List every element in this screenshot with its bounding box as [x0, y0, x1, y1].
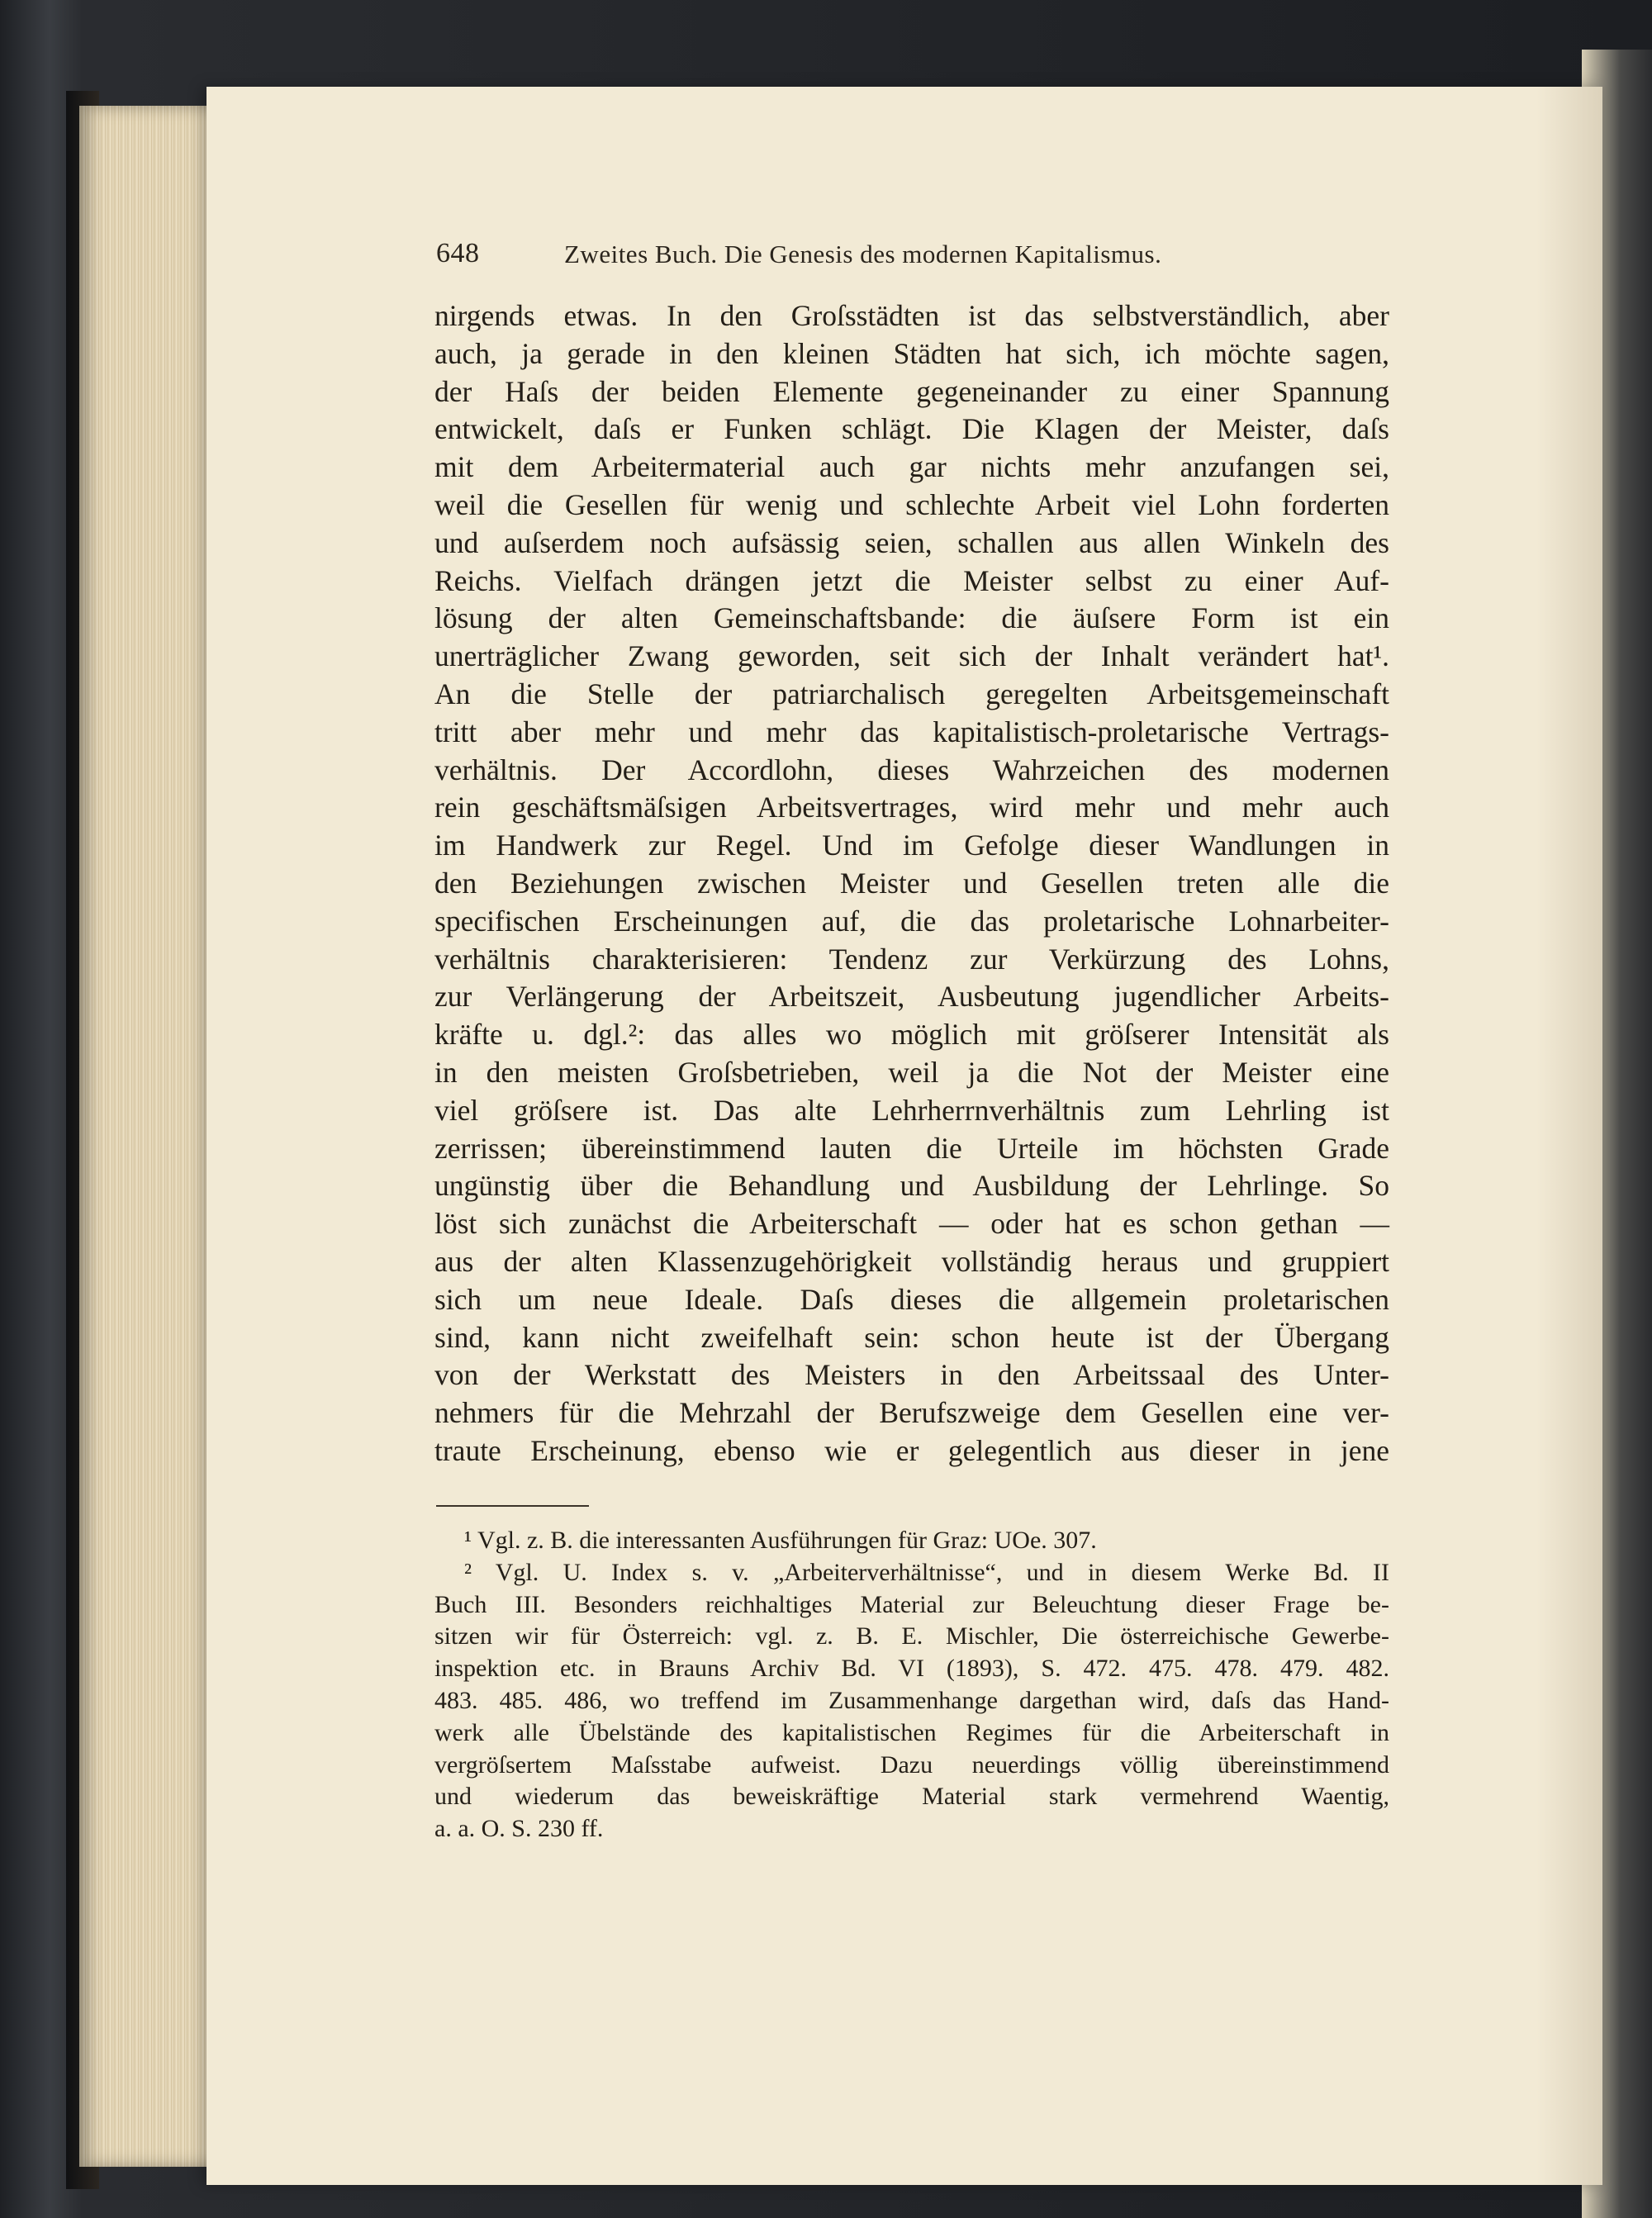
text-line: und auſserdem noch aufsässig seien, schallen aus allen Winkeln des: [434, 525, 1389, 559]
text-line: traute Erscheinung, ebenso wie er gelegentlich aus dieser in jene: [434, 1433, 1389, 1467]
page-edges: [79, 106, 220, 2167]
text-line: löst sich zunächst die Arbeiterschaft — oder hat es schon gethan —: [434, 1207, 1389, 1241]
text-line: weil die Gesellen für wenig und schlechte Arbeit viel Lohn forderten: [434, 487, 1389, 521]
text-line: aus der alten Klassenzugehörigkeit vollständig heraus und gruppiert: [434, 1244, 1389, 1278]
page-header: [436, 238, 1386, 271]
text-line: mit dem Arbeitermaterial auch gar nichts mehr anzufangen sei,: [434, 450, 1389, 484]
running-title: Zweites Buch. Die Genesis des modernen Kapitalismus.: [564, 240, 1162, 268]
footnote-line: vergröſsertem Maſsstabe aufweist. Dazu neuerdings völlig übereinstimmend: [434, 1750, 1389, 1779]
text-line: unerträglicher Zwang geworden, seit sich der Inhalt verändert hat¹.: [434, 639, 1389, 673]
text-line: specifischen Erscheinungen auf, die das proletarische Lohnarbeiter-: [434, 904, 1389, 938]
text-line: nirgends etwas. In den Groſsstädten ist das selbstverständlich, aber: [434, 299, 1389, 332]
text-line: der Haſs der beiden Elemente gegeneinander zu einer Spannung: [434, 374, 1389, 408]
text-line: in den meisten Groſsbetrieben, weil ja die Not der Meister eine: [434, 1055, 1389, 1089]
footnote-rule: [436, 1505, 589, 1507]
text-line: verhältnis. Der Accordlohn, dieses Wahrzeichen des modernen: [434, 753, 1389, 786]
body-text: [434, 297, 1389, 1470]
page-number: 648: [436, 238, 480, 268]
text-line: verhältnis charakterisieren: Tendenz zur Verkürzung des Lohns,: [434, 942, 1389, 976]
footnotes: [434, 1525, 1389, 1845]
text-line: nehmers für die Mehrzahl der Berufszweige dem Gesellen eine ver-: [434, 1396, 1389, 1430]
footnote-line: a. a. O. S. 230 ff.: [434, 1815, 604, 1843]
footnote-line: werk alle Übelstände des kapitalistischen Regimes für die Arbeiterschaft in: [434, 1718, 1389, 1746]
text-line: zur Verlängerung der Arbeitszeit, Ausbeutung jugendlicher Arbeits-: [434, 980, 1389, 1014]
text-line: im Handwerk zur Regel. Und im Gefolge dieser Wandlungen in: [434, 829, 1389, 862]
footnote-line: Buch III. Besonders reichhaltiges Material zur Beleuchtung dieser Frage be-: [434, 1590, 1389, 1618]
footnote-line: inspektion etc. in Brauns Archiv Bd. VI (1893), S. 472. 475. 478. 479. 482.: [434, 1655, 1389, 1683]
text-line: den Beziehungen zwischen Meister und Gesellen treten alle die: [434, 866, 1389, 900]
text-line: rein geschäftsmäſsigen Arbeitsvertrages, wird mehr und mehr auch: [434, 791, 1389, 824]
text-line: kräfte u. dgl.²: das alles wo möglich mit gröſserer Intensität als: [434, 1018, 1389, 1052]
text-line: An die Stelle der patriarchalisch geregelten Arbeitsgemeinschaft: [434, 677, 1389, 710]
text-line: von der Werkstatt des Meisters in den Arbeitssaal des Unter-: [434, 1358, 1389, 1392]
footnote-line: ¹ Vgl. z. B. die interessanten Ausführungen für Graz: UOe. 307.: [464, 1527, 1097, 1554]
footnote-line: ² Vgl. U. Index s. v. „Arbeiterverhältnisse“, und in diesem Werke Bd. II: [464, 1558, 1389, 1586]
text-line: zerrissen; übereinstimmend lauten die Urteile im höchsten Grade: [434, 1131, 1389, 1165]
footnote-line: sitzen wir für Österreich: vgl. z. B. E. Mischler, Die österreichische Gewerbe-: [434, 1622, 1389, 1650]
text-line: Reichs. Vielfach drängen jetzt die Meister selbst zu einer Auf-: [434, 563, 1389, 597]
text-line: auch, ja gerade in den kleinen Städten hat sich, ich möchte sagen,: [434, 336, 1389, 370]
text-line: sich um neue Ideale. Daſs dieses die allgemein proletarischen: [434, 1282, 1389, 1316]
text-line: tritt aber mehr und mehr das kapitalistisch-proletarische Vertrags-: [434, 715, 1389, 748]
footnote-line: und wiederum das beweiskräftige Material stark vermehrend Waentig,: [434, 1783, 1389, 1811]
text-line: sind, kann nicht zweifelhaft sein: schon heute ist der Übergang: [434, 1320, 1389, 1354]
text-line: lösung der alten Gemeinschaftsbande: die äuſsere Form ist ein: [434, 601, 1389, 635]
text-line: ungünstig über die Behandlung und Ausbildung der Lehrlinge. So: [434, 1169, 1389, 1203]
footnote-line: 483. 485. 486, wo treffend im Zusammenhange dargethan wird, daſs das Hand-: [434, 1686, 1389, 1714]
text-line: entwickelt, daſs er Funken schlägt. Die Klagen der Meister, daſs: [434, 412, 1389, 446]
text-line: viel gröſsere ist. Das alte Lehrherrnverhältnis zum Lehrling ist: [434, 1093, 1389, 1127]
